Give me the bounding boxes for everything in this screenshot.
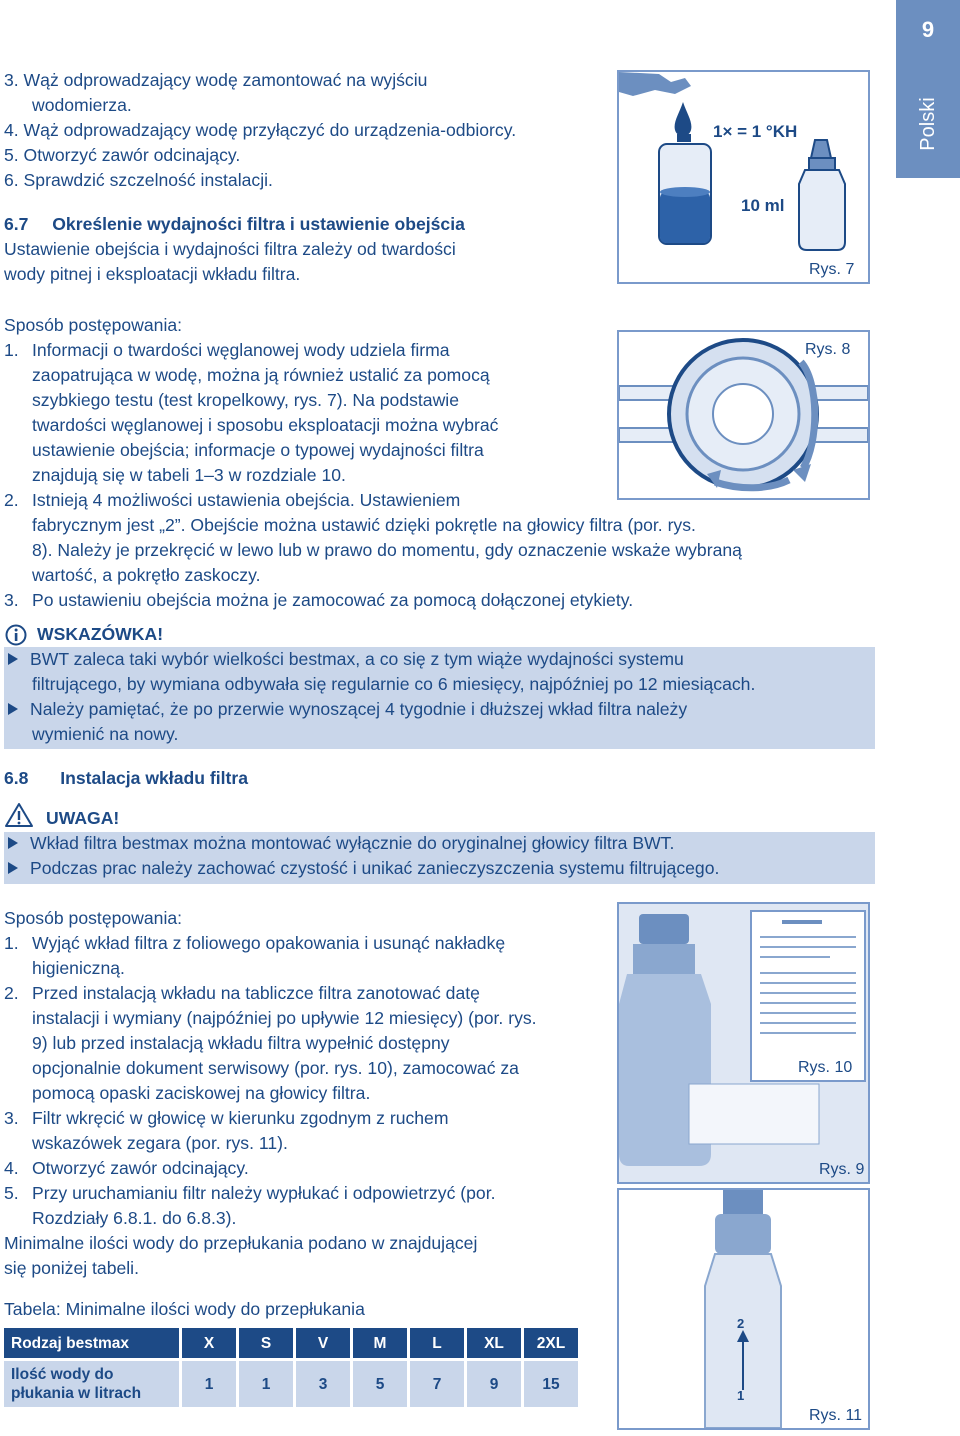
table-cell: 1 [181, 1360, 238, 1408]
intro-line: 4. Wąż odprowadzający wodę przyłączyć do urządzenia-odbiorcy. [4, 120, 517, 140]
intro-line: wodomierza. [32, 95, 132, 115]
step-number: 3. [4, 1108, 19, 1128]
note-bullet-cont: wymienić na nowy. [32, 724, 179, 744]
step-line: Przed instalacją wkładu na tabliczce filtra zanotować datę [32, 983, 480, 1003]
table-cell: 7 [409, 1360, 466, 1408]
step-line: 9) lub przed instalacją wkładu filtra wypełnić dostępny [32, 1033, 450, 1053]
step-line: instalacji i wymiany (najpóźniej po upływie 12 miesięcy) (por. rys. [32, 1008, 537, 1028]
procedure-label: Sposób postępowania: [4, 315, 183, 335]
table-caption: Tabela: Minimalne ilości wody do przepłukania [4, 1299, 365, 1319]
step-line: Po ustawieniu obejścia można je zamocować za pomocą dołączonej etykiety. [32, 590, 634, 610]
bullet-triangle-icon [8, 703, 18, 715]
page-number: 9 [921, 17, 935, 42]
step-line: Filtr wkręcić w głowicę w kierunku zgodnym z ruchem [32, 1108, 449, 1128]
bullet-triangle-icon [8, 862, 18, 874]
table-row [4, 1360, 580, 1408]
bullet-triangle-icon [8, 653, 18, 665]
figure-8 [617, 330, 870, 500]
table-header-cell: 2XL [523, 1328, 580, 1360]
step-line: Wyjąć wkład filtra z foliowego opakowania i usunąć nakładkę [32, 933, 506, 953]
fig8-label: Rys. 8 [805, 341, 851, 358]
warning-title: UWAGA! [46, 808, 120, 828]
language-label: Polski [917, 97, 939, 151]
bullet-triangle-icon [8, 837, 18, 849]
fig7-volume: 10 ml [741, 196, 785, 215]
table-header-row [4, 1328, 580, 1360]
step-line: Otworzyć zawór odcinający. [32, 1158, 249, 1178]
step-line: znajdują się w tabeli 1–3 w rozdziale 10. [32, 465, 346, 485]
fig7-label: Rys. 7 [809, 261, 855, 278]
table-header-cell: V [295, 1328, 352, 1360]
procedure-outro: Minimalne ilości wody do przepłukania podano w znajdującej [4, 1233, 478, 1253]
step-number: 2. [4, 983, 19, 1003]
section-number: 6.7 [4, 214, 29, 234]
step-line: Przy uruchamianiu filtr należy wypłukać i odpowietrzyć (por. [32, 1183, 496, 1203]
warning-bullet: Podczas prac należy zachować czystość i unikać zanieczyszczenia systemu filtrującego. [8, 856, 719, 881]
fig9-label: Rys. 9 [819, 1161, 865, 1178]
step-line: higieniczną. [32, 958, 125, 978]
language-tab [896, 0, 960, 178]
step-line: twardości węglanowej i sposobu eksploatacji można wybrać [32, 415, 499, 435]
step-number: 1. [4, 933, 19, 953]
table-header-cell: S [238, 1328, 295, 1360]
step-line: zaopatrująca w wodę, można ją również ustalić za pomocą [32, 365, 490, 385]
table-header-cell: XL [466, 1328, 523, 1360]
section-title: Instalacja wkładu filtra [60, 768, 248, 788]
section-number: 6.8 [4, 768, 29, 788]
step-line: ustawienie obejścia; informacje o typowej wydajności filtra [32, 440, 484, 460]
step-line: wskazówek zegara (por. rys. 11). [32, 1133, 288, 1153]
step-line: pomocą opaski zaciskowej na głowicy filtra. [32, 1083, 371, 1103]
table-cell: 5 [352, 1360, 409, 1408]
step-line: 8). Należy je przekręcić w lewo lub w prawo do momentu, gdy oznaczenie wskaże wybraną [32, 540, 742, 560]
table-cell: 9 [466, 1360, 523, 1408]
intro-line: 3. Wąż odprowadzający wodę zamontować na wyjściu [4, 70, 428, 90]
figure-7 [617, 70, 870, 284]
warning-bullet: Wkład filtra bestmax można montować wyłącznie do oryginalnej głowicy filtra BWT. [8, 831, 674, 856]
intro-line: 6. Sprawdzić szczelność instalacji. [4, 170, 273, 190]
figure-10 [750, 910, 866, 1082]
step-line: szybkiego testu (test kropelkowy, rys. 7). Na podstawie [32, 390, 459, 410]
fig7-formula: 1× = 1 °KH [713, 122, 798, 141]
procedure-label: Sposób postępowania: [4, 908, 183, 928]
section-68-heading [4, 766, 248, 791]
fig11-mark-top: 2 [737, 1316, 745, 1331]
step-number: 2. [4, 490, 19, 510]
step-number: 4. [4, 1158, 19, 1178]
procedure-outro: się poniżej tabeli. [4, 1258, 139, 1278]
drop-test-illustration [619, 72, 868, 282]
step-number: 3. [4, 590, 19, 610]
note-bullet-cont: filtrującego, by wymiana odbywała się regularnie co 6 miesięcy, najpóźniej po 12 miesiącach. [32, 674, 756, 694]
step-line: wartość, a pokrętło zaskoczy. [32, 565, 261, 585]
step-line: opcjonalnie dokument serwisowy (por. rys. 10), zamocować za [32, 1058, 519, 1078]
table-header-cell: Rodzaj bestmax [4, 1328, 181, 1360]
fig11-mark-bottom: 1 [737, 1388, 745, 1403]
table-header-cell: L [409, 1328, 466, 1360]
intro-line: 5. Otworzyć zawór odcinający. [4, 145, 241, 165]
section-67-body: wody pitnej i eksploatacji wkładu filtra. [4, 264, 301, 284]
step-line: Informacji o twardości węglanowej wody udziela firma [32, 340, 450, 360]
section-67-heading [4, 212, 465, 237]
table-row-label: Ilość wody do płukania w litrach [4, 1360, 181, 1408]
section-title: Określenie wydajności filtra i ustawienie obejścia [52, 214, 465, 234]
step-line: Rozdziały 6.8.1. do 6.8.3). [32, 1208, 237, 1228]
table-cell: 1 [238, 1360, 295, 1408]
fig11-label: Rys. 11 [809, 1407, 863, 1424]
step-line: fabrycznym jest „2”. Obejście można ustawić dzięki pokrętle na głowicy filtra (por. rys. [32, 515, 696, 535]
note-bullet: Należy pamiętać, że po przerwie wynoszącej 4 tygodnie i dłuższej wkład filtra należy [8, 697, 687, 722]
step-number: 1. [4, 340, 19, 360]
figure-11 [617, 1188, 870, 1430]
warning-icon [4, 802, 34, 828]
fig10-label: Rys. 10 [798, 1059, 853, 1076]
table-cell: 15 [523, 1360, 580, 1408]
section-67-body: Ustawienie obejścia i wydajności filtra zależy od twardości [4, 239, 456, 259]
step-line: Istnieją 4 możliwości ustawienia obejścia. Ustawieniem [32, 490, 461, 510]
note-title: WSKAZÓWKA! [37, 624, 164, 644]
flush-water-table [4, 1328, 581, 1407]
note-bullet: BWT zaleca taki wybór wielkości bestmax, a co się z tym wiąże wydajności systemu [8, 647, 684, 672]
step-number: 5. [4, 1183, 19, 1203]
service-document-illustration [752, 912, 864, 1052]
table-header-cell: X [181, 1328, 238, 1360]
info-icon [5, 624, 27, 646]
table-cell: 3 [295, 1360, 352, 1408]
table-header-cell: M [352, 1328, 409, 1360]
